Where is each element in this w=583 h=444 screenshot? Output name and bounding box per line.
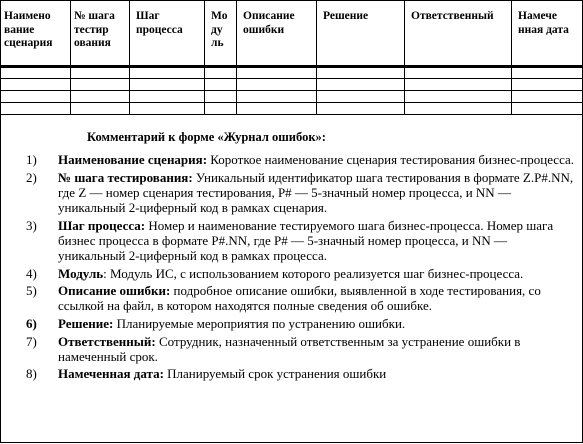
table-cell[interactable] xyxy=(130,91,205,103)
comment-title: Комментарий к форме «Журнал ошибок»: xyxy=(87,130,326,144)
table-row xyxy=(1,79,583,91)
table-cell[interactable] xyxy=(1,67,71,79)
list-item xyxy=(0,283,575,313)
field-term: Намеченная дата: xyxy=(58,366,164,382)
list-item xyxy=(0,152,575,167)
table-cell[interactable] xyxy=(71,91,130,103)
table-row xyxy=(1,67,583,79)
table-cell[interactable] xyxy=(237,79,317,91)
header-process-step: Шаг процесса xyxy=(130,1,205,67)
field-description: Планируемый срок устранения ошибки xyxy=(163,366,387,382)
header-error-description: Описание ошибки xyxy=(237,1,317,67)
table-cell[interactable] xyxy=(237,67,317,79)
table-cell[interactable] xyxy=(71,79,130,91)
table-cell[interactable] xyxy=(405,103,512,115)
list-item xyxy=(0,366,575,381)
header-planned-date: Намече нная дата xyxy=(512,1,583,67)
header-solution: Решение xyxy=(317,1,405,67)
list-number: 8) xyxy=(26,366,37,382)
field-term: Описание ошибки: xyxy=(58,283,171,299)
list-number: 1) xyxy=(26,152,37,167)
table-cell[interactable] xyxy=(130,103,205,115)
table-cell[interactable] xyxy=(71,103,130,115)
list-item xyxy=(0,334,575,364)
list-number: 2) xyxy=(26,169,37,185)
table-cell[interactable] xyxy=(317,79,405,91)
list-item xyxy=(0,218,575,264)
list-number: 6) xyxy=(26,315,37,331)
table-cell[interactable] xyxy=(512,103,583,115)
table-cell[interactable] xyxy=(1,79,71,91)
field-term: Модуль xyxy=(58,265,104,281)
table-cell[interactable] xyxy=(317,103,405,115)
header-responsible: Ответственный xyxy=(405,1,512,67)
field-term: № шага тестирования: xyxy=(58,169,193,185)
table-cell[interactable] xyxy=(317,67,405,79)
table-cell[interactable] xyxy=(130,79,205,91)
table-cell[interactable] xyxy=(405,79,512,91)
field-description: подробное описание ошибки, выявленной в ходе тестирования, со ссылкой на файл, в котором находятся полные сведения об ошибке. xyxy=(58,283,541,314)
table-cell[interactable] xyxy=(237,91,317,103)
table-cell[interactable] xyxy=(1,103,71,115)
header-scenario-name: Наимено вание сценария xyxy=(1,1,71,67)
field-term: Шаг процесса: xyxy=(58,217,146,233)
table-cell[interactable] xyxy=(512,67,583,79)
field-term: Наименование сценария: xyxy=(58,152,208,167)
field-description: Сотрудник, назначенный ответственным за устранение ошибки в намеченный срок. xyxy=(58,333,521,364)
table-cell[interactable] xyxy=(205,103,237,115)
list-number: 7) xyxy=(26,333,37,349)
table-cell[interactable] xyxy=(1,91,71,103)
error-log-table xyxy=(0,0,583,115)
header-module: Мо ду ль xyxy=(205,1,237,67)
list-number: 5) xyxy=(26,283,37,299)
table-cell[interactable] xyxy=(205,67,237,79)
field-term: Ответственный: xyxy=(58,333,156,349)
table-cell[interactable] xyxy=(237,103,317,115)
field-notes-list xyxy=(0,152,575,384)
table-cell[interactable] xyxy=(71,67,130,79)
table-row xyxy=(1,103,583,115)
header-test-step-number: № шага тестир ования xyxy=(71,1,130,67)
table-cell[interactable] xyxy=(512,91,583,103)
list-item xyxy=(0,316,575,331)
list-number: 4) xyxy=(26,265,37,281)
list-item xyxy=(0,170,575,216)
field-term: Решение: xyxy=(58,315,114,331)
table-cell[interactable] xyxy=(130,67,205,79)
list-item xyxy=(0,266,575,281)
field-description: Номер и наименование тестируемого шага бизнес-процесса. Номер шага бизнес процесса в формате P#.NN, где P# — 5-значный номер процесса, и NN — уникальный 2-циферный код в рамках процесса. xyxy=(58,217,554,263)
table-header-row xyxy=(1,1,583,67)
list-number: 3) xyxy=(26,217,37,233)
table-row xyxy=(1,91,583,103)
table-cell[interactable] xyxy=(405,91,512,103)
field-description: Уникальный идентификатор шага тестирования в формате Z.P#.NN, где Z — номер сценария тестирования, P# — 5-значный номер процесса, и NN — уникальный 2-циферный код в рамках сценария. xyxy=(58,169,574,215)
field-description: Короткое наименование сценария тестирования бизнес-процесса. xyxy=(207,152,575,167)
table-cell[interactable] xyxy=(405,67,512,79)
table-cell[interactable] xyxy=(512,79,583,91)
field-description: Планируемые мероприятия по устранению ошибки. xyxy=(113,315,406,331)
table-cell[interactable] xyxy=(205,79,237,91)
table-cell[interactable] xyxy=(205,91,237,103)
table-cell[interactable] xyxy=(317,91,405,103)
field-description: : Модуль ИС, с использованием которого реализуется шаг бизнес-процесса. xyxy=(103,265,524,281)
